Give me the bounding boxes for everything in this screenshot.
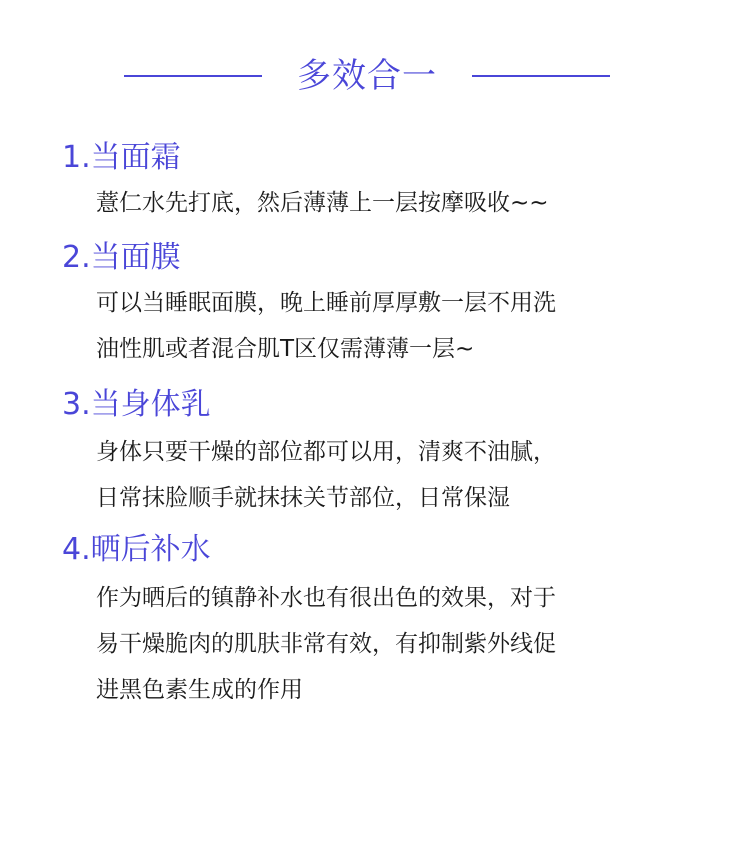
title-row xyxy=(0,50,730,102)
section-heading: 3.当身体乳 xyxy=(62,387,211,422)
title-divider-left xyxy=(124,75,262,77)
section-body xyxy=(96,180,676,226)
body-line: 易干燥脆肉的肌肤非常有效，有抑制紫外线促 xyxy=(96,631,556,657)
section-heading: 1.当面霜 xyxy=(62,140,181,175)
section-body xyxy=(96,575,676,713)
body-line: 进黑色素生成的作用 xyxy=(96,677,303,703)
section-heading: 2.当面膜 xyxy=(62,240,181,275)
body-line: 身体只要干燥的部位都可以用，清爽不油腻， xyxy=(96,439,556,465)
body-line: 日常抹脸顺手就抹抹关节部位，日常保湿 xyxy=(96,485,510,511)
body-line: 可以当睡眠面膜，晚上睡前厚厚敷一层不用洗 xyxy=(96,290,556,316)
body-line: 薏仁水先打底，然后薄薄上一层按摩吸收~~ xyxy=(96,190,549,216)
section-body xyxy=(96,280,676,372)
section-body xyxy=(96,429,676,521)
page-title: 多效合一 xyxy=(297,56,437,96)
title-divider-right xyxy=(472,75,610,77)
body-line: 油性肌或者混合肌T区仅需薄薄一层~ xyxy=(96,336,475,362)
section-heading: 4.晒后补水 xyxy=(62,532,211,567)
body-line: 作为晒后的镇静补水也有很出色的效果，对于 xyxy=(96,585,556,611)
